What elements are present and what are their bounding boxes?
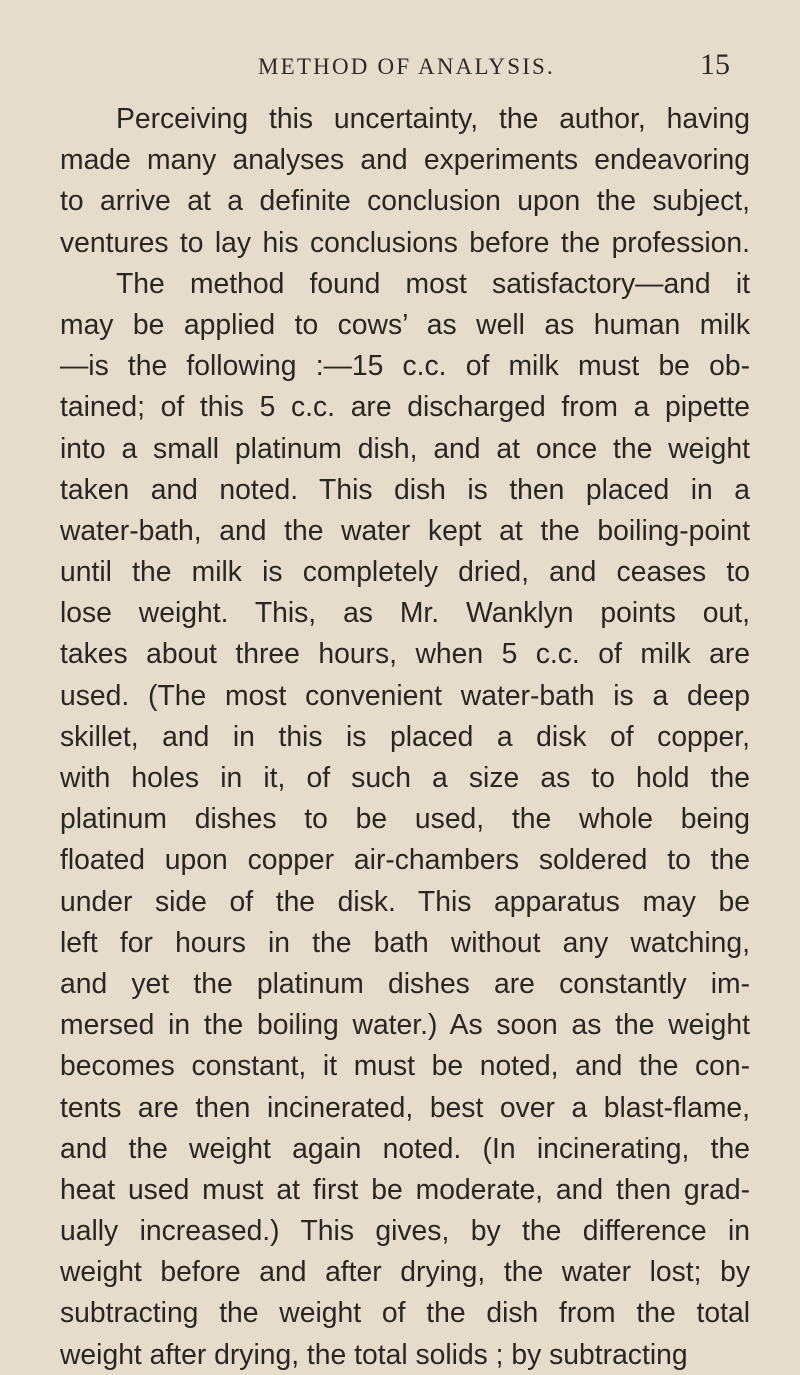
running-title: METHOD OF ANALYSIS. — [258, 54, 555, 79]
text-line: used. (The most convenient water-bath is a deep — [60, 678, 750, 711]
text-line: takes about three hours, when 5 c.c. of milk are — [60, 637, 750, 670]
text-line: The method found most satisfactory—and it — [116, 266, 750, 299]
text-line: tained; of this 5 c.c. are discharged from a pipette — [60, 390, 750, 423]
text-line: weight after drying, the total solids ; by subtracting — [60, 1337, 688, 1370]
text-line: taken and noted. This dish is then placed in a — [60, 472, 750, 505]
text-line: may be applied to cows’ as well as human milk — [60, 307, 750, 340]
text-line: Perceiving this uncertainty, the author, having — [116, 102, 750, 134]
text-line: —is the following :—15 c.c. of milk must be ob- — [60, 349, 750, 382]
text-line: mersed in the boiling water.) As soon as the weight — [60, 1008, 750, 1041]
page-number: 15 — [700, 48, 730, 81]
text-line: subtracting the weight of the dish from the total — [60, 1296, 750, 1329]
text-line: ually increased.) This gives, by the difference in — [60, 1214, 750, 1247]
text-line: into a small platinum dish, and at once the weight — [60, 431, 750, 464]
text-line: becomes constant, it must be noted, and the con- — [60, 1049, 750, 1082]
text-line: heat used must at first be moderate, and then grad- — [60, 1172, 750, 1205]
text-line: made many analyses and experiments endeavoring — [60, 143, 750, 176]
text-line: ventures to lay his conclusions before the profession. — [60, 225, 750, 258]
body-text — [60, 98, 750, 1375]
text-line: platinum dishes to be used, the whole being — [60, 802, 750, 835]
text-line: water-bath, and the water kept at the boiling-point — [60, 513, 750, 546]
text-line: and yet the platinum dishes are constantly im- — [60, 966, 750, 999]
text-line: weight before and after drying, the water lost; by — [60, 1255, 750, 1288]
text-line: with holes in it, of such a size as to hold the — [60, 761, 750, 793]
text-line: left for hours in the bath without any watching, — [60, 925, 750, 958]
text-line: under side of the disk. This apparatus may be — [60, 884, 750, 917]
text-line: to arrive at a definite conclusion upon the subject, — [60, 184, 750, 217]
text-line: until the milk is completely dried, and ceases to — [60, 555, 750, 588]
text-line: lose weight. This, as Mr. Wanklyn points out, — [60, 596, 750, 629]
text-line: skillet, and in this is placed a disk of copper, — [60, 719, 750, 752]
running-head — [0, 50, 800, 90]
text-line: tents are then incinerated, best over a blast-flame, — [60, 1090, 750, 1123]
text-line: and the weight again noted. (In incinerating, the — [60, 1131, 750, 1164]
text-line: floated upon copper air-chambers soldered to the — [60, 843, 750, 876]
